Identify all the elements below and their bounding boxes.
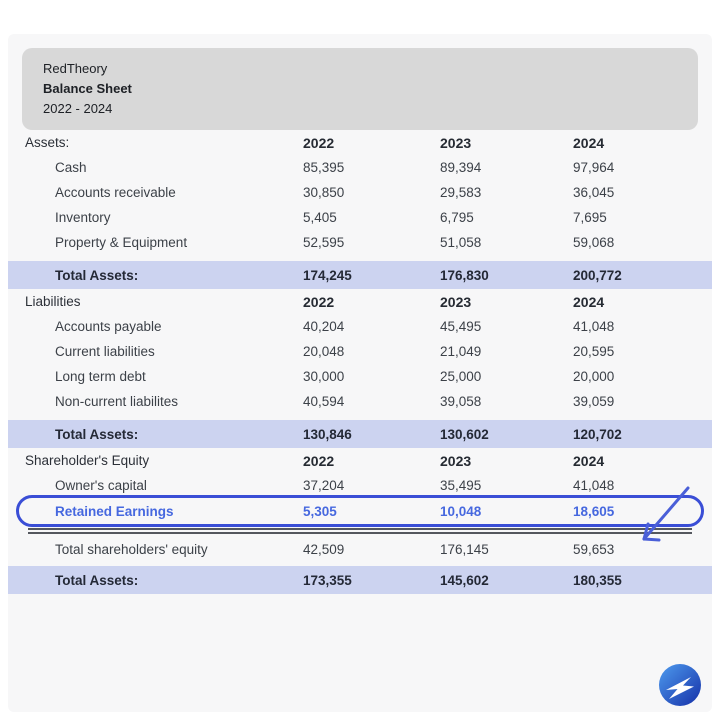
table-row [8, 473, 712, 498]
value-2023: 6,795 [440, 210, 474, 225]
value-2023: 10,048 [440, 503, 482, 519]
total-2022: 130,846 [303, 426, 352, 442]
table-row [8, 230, 712, 255]
row-label: Accounts payable [55, 319, 162, 334]
table-row [8, 205, 712, 230]
section-title: Liabilities [25, 294, 81, 309]
total-label: Total Assets: [55, 426, 139, 442]
year-header: 2022 [303, 293, 335, 310]
row-label: Retained Earnings [55, 503, 174, 519]
total-2023: 130,602 [440, 426, 489, 442]
year-header: 2023 [440, 293, 472, 310]
total-2024: 180,355 [573, 572, 622, 588]
double-rule-divider [28, 528, 692, 534]
retained-earnings-row [8, 498, 712, 524]
total-2024: 120,702 [573, 426, 622, 442]
year-header: 2023 [440, 134, 472, 151]
section-title: Assets: [25, 135, 70, 150]
row-label: Accounts receivable [55, 185, 176, 200]
value-2023: 89,394 [440, 160, 482, 175]
title-block [22, 48, 698, 130]
table-row [8, 339, 712, 364]
value-2024: 39,059 [573, 394, 615, 409]
period-range: 2022 - 2024 [43, 101, 113, 116]
arrow-icon [628, 482, 698, 554]
total-2022: 174,245 [303, 267, 352, 283]
assets-header-row [8, 130, 712, 155]
value-2024: 59,653 [573, 542, 615, 557]
total-2024: 200,772 [573, 267, 622, 283]
value-2022: 30,000 [303, 369, 345, 384]
year-header: 2024 [573, 452, 605, 469]
assets-total-row [8, 261, 712, 289]
total-2022: 173,355 [303, 572, 352, 588]
value-2024: 20,595 [573, 344, 615, 359]
value-2022: 20,048 [303, 344, 345, 359]
table-row [8, 155, 712, 180]
value-2024: 36,045 [573, 185, 615, 200]
value-2022: 40,204 [303, 319, 345, 334]
year-header: 2022 [303, 452, 335, 469]
value-2024: 41,048 [573, 478, 615, 493]
value-2022: 5,305 [303, 503, 337, 519]
document-title: Balance Sheet [43, 81, 132, 96]
balance-sheet-card [8, 34, 712, 712]
value-2022: 85,395 [303, 160, 345, 175]
value-2022: 40,594 [303, 394, 345, 409]
row-label: Long term debt [55, 369, 146, 384]
value-2023: 35,495 [440, 478, 482, 493]
year-header: 2024 [573, 293, 605, 310]
value-2024: 20,000 [573, 369, 615, 384]
value-2023: 51,058 [440, 235, 482, 250]
table-row [8, 389, 712, 414]
row-label: Inventory [55, 210, 111, 225]
row-label: Non-current liabilites [55, 394, 179, 409]
value-2024: 41,048 [573, 319, 615, 334]
value-2023: 45,495 [440, 319, 482, 334]
equity-subtotal-row [8, 537, 712, 562]
value-2022: 42,509 [303, 542, 345, 557]
value-2023: 176,145 [440, 542, 489, 557]
value-2024: 59,068 [573, 235, 615, 250]
row-label: Total shareholders' equity [55, 542, 208, 557]
value-2023: 39,058 [440, 394, 482, 409]
row-label: Property & Equipment [55, 235, 188, 250]
bolt-logo-icon [658, 663, 702, 707]
value-2023: 25,000 [440, 369, 482, 384]
year-header: 2024 [573, 134, 605, 151]
value-2024: 7,695 [573, 210, 607, 225]
value-2022: 30,850 [303, 185, 345, 200]
liabilities-header-row [8, 289, 712, 314]
equity-header-row [8, 448, 712, 473]
value-2023: 29,583 [440, 185, 482, 200]
row-label: Cash [55, 160, 87, 175]
table-row [8, 364, 712, 389]
total-2023: 145,602 [440, 572, 489, 588]
company-name: RedTheory [43, 61, 108, 76]
value-2022: 5,405 [303, 210, 337, 225]
value-2022: 52,595 [303, 235, 345, 250]
row-label: Owner's capital [55, 478, 147, 493]
total-2023: 176,830 [440, 267, 489, 283]
value-2022: 37,204 [303, 478, 345, 493]
table-row [8, 314, 712, 339]
section-title: Shareholder's Equity [25, 453, 150, 468]
total-label: Total Assets: [55, 267, 139, 283]
value-2024: 97,964 [573, 160, 615, 175]
value-2024: 18,605 [573, 503, 615, 519]
value-2023: 21,049 [440, 344, 482, 359]
equity-total-row [8, 566, 712, 594]
year-header: 2023 [440, 452, 472, 469]
row-label: Current liabilities [55, 344, 155, 359]
year-header: 2022 [303, 134, 335, 151]
total-label: Total Assets: [55, 572, 139, 588]
table-row [8, 180, 712, 205]
liabilities-total-row [8, 420, 712, 448]
